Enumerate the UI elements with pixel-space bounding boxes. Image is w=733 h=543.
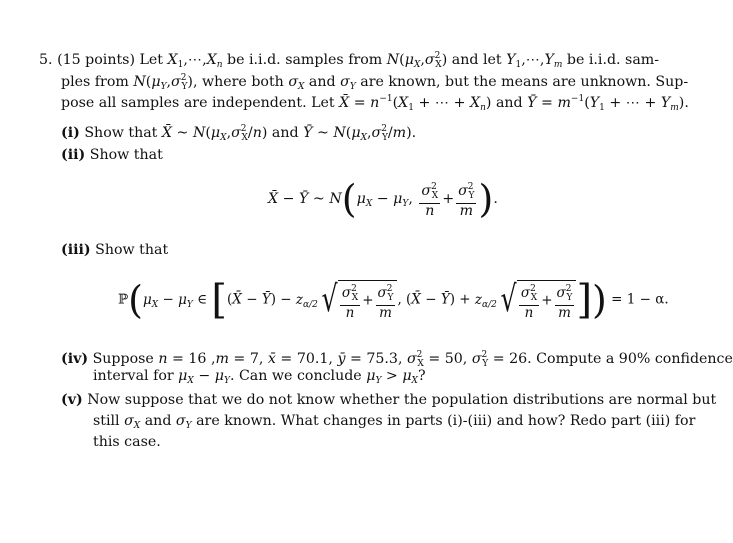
part-v-line-1-text: Now suppose that we do not know whether the population distributions are normal but bbox=[87, 392, 717, 408]
problem-line-1: 5. (15 points) Let $X_1,\cdots,X_n$ be i.i.d. samples from $N(\mu_X,\sigma^2_X)$ and let $Y_1,\cdots,Y_m$ be i.i.d. sam- bbox=[39, 51, 660, 70]
part-v-line-1 bbox=[61, 391, 716, 409]
problem-number: 5. bbox=[39, 52, 53, 68]
problem-points: (15 points) bbox=[57, 52, 135, 68]
problem-line-3: pose all samples are independent. Let X̄ = $n^{-1}(X_1$ + ⋯ + $X_n$) and Ȳ = $m^{-1}(Y_1$ + ⋯ + $Y_m$). bbox=[61, 94, 689, 113]
part-v-line-3-text: this case. bbox=[93, 434, 161, 450]
part-ii-text: Show that bbox=[89, 147, 163, 163]
part-iv-line-1: (iv) Suppose n = 16 ,m = 7, x̄ = 70.1, ȳ = 75.3, $\sigma^2_X = 50$, $\sigma^2_Y = 26$. Compute a 90% confidence bbox=[61, 350, 733, 369]
part-iii bbox=[61, 241, 168, 259]
problem-line-2: ples from $N(\mu_Y,\sigma^2_Y)$, where both $\sigma_X$ and $\sigma_Y$ are known, but the means are unknown. Sup- bbox=[61, 73, 689, 92]
part-ii-label: (ii) bbox=[61, 147, 86, 163]
part-ii bbox=[61, 146, 163, 164]
part-v-label: (v) bbox=[61, 392, 83, 408]
eq-iii-rhs: = 1 − α. bbox=[611, 291, 669, 308]
part-v-line-2: still $\sigma_X$ and $\sigma_Y$ are known. What changes in parts (i)-(iii) and how? Redo part (iii) for bbox=[93, 413, 696, 431]
part-iv-line-2: interval for $\mu_X - \mu_Y$. Can we conclude $\mu_Y > \mu_X$? bbox=[93, 368, 426, 386]
part-i: (i) Show that X̄ ~ $N(\mu_X,\sigma^2_X/n)$ and Ȳ ~ $N(\mu_X,\sigma^2_Y/m)$. bbox=[61, 124, 417, 143]
part-i-label: (i) bbox=[61, 125, 80, 141]
part-iv-label: (iv) bbox=[61, 351, 89, 367]
eq-iii-prob: ℙ bbox=[118, 291, 129, 308]
part-iii-label: (iii) bbox=[61, 242, 91, 258]
part-v-line-3 bbox=[93, 433, 161, 451]
part-iii-text: Show that bbox=[95, 242, 169, 258]
part-ii-equation: X̄ − Ȳ ~ $N(\mu_X - \mu_Y$, $\frac{\sigma^2_X}{n}$ + $\frac{\sigma^2_Y}{m}$ ). bbox=[268, 177, 498, 221]
part-iii-equation: $ℙ(\mu_X - \mu_Y$ ∈ [(X̄ − Ȳ) − $z_{\alpha/2}√$ $\frac{\sigma^2_X}{n}$ + $\frac{\sigma^2_Y}{m}$ , (X̄ − Ȳ) + $z_{\alpha/2}√$ $\frac{\sigma^2_X}{n}$ + $\frac{\sigma^2_Y}{m}$ ]) = 1 − α. bbox=[118, 277, 669, 323]
